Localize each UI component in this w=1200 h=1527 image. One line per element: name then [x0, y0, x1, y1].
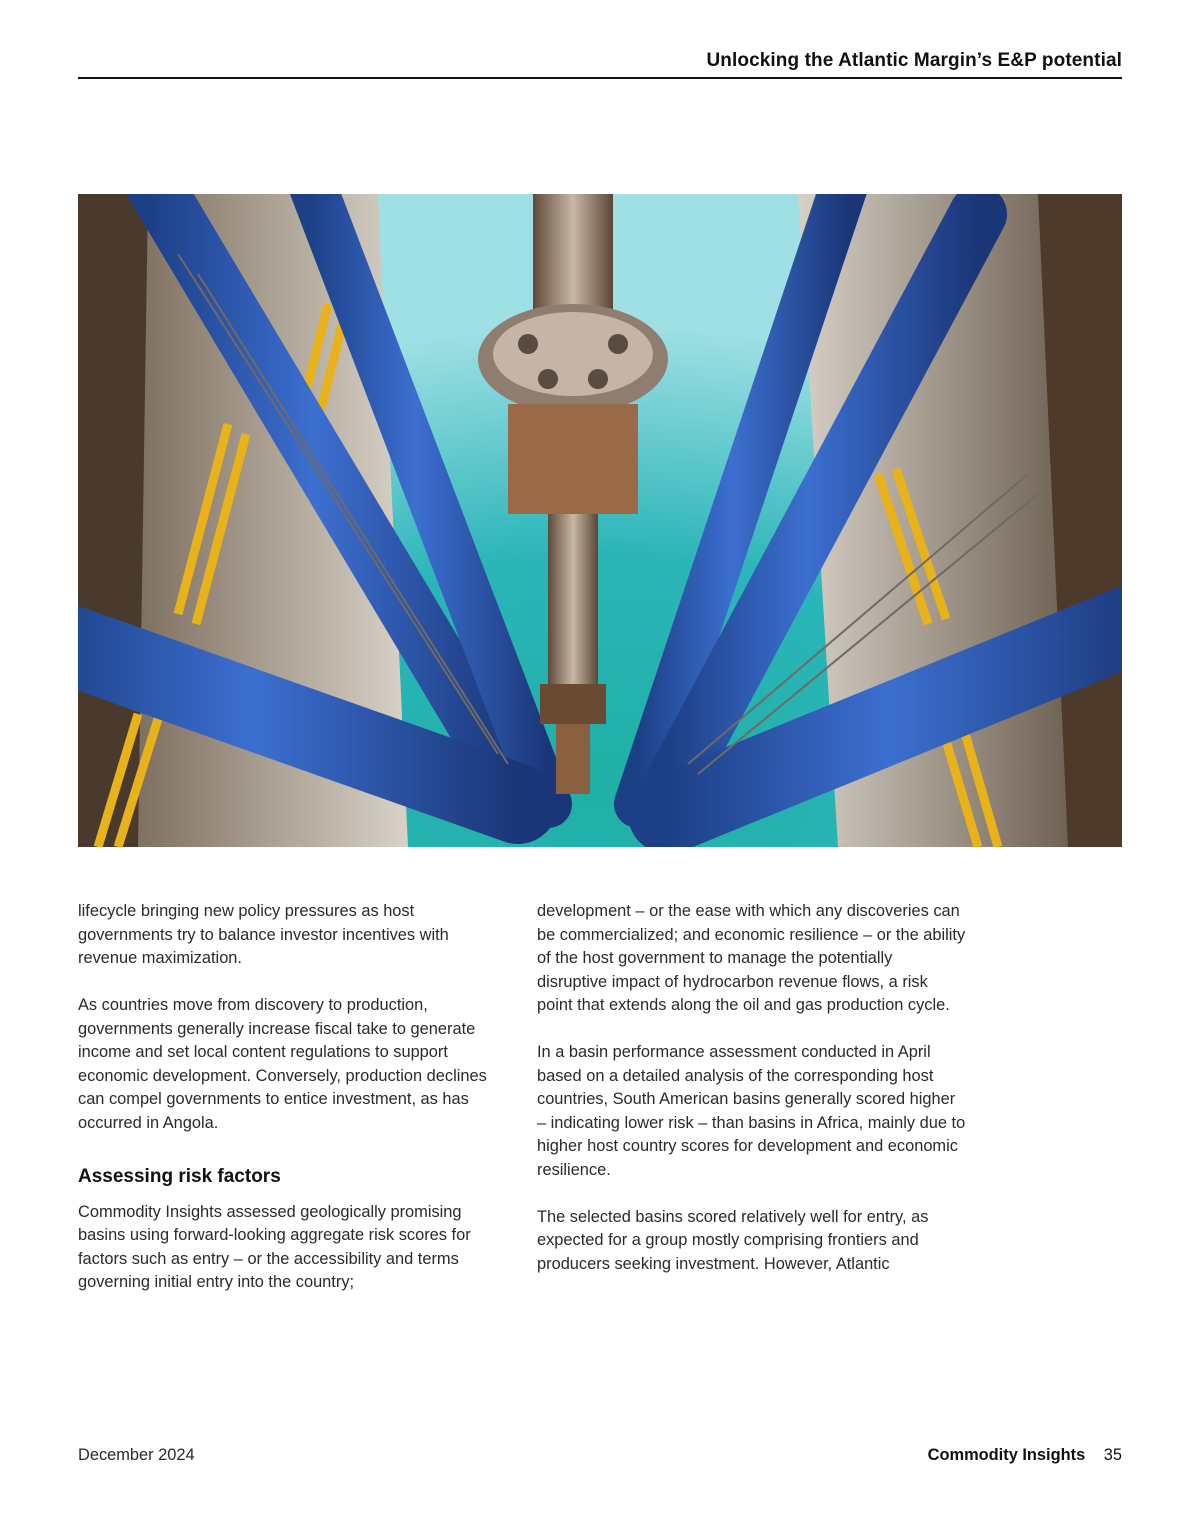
footer-date: December 2024	[78, 1446, 195, 1464]
left-column	[78, 900, 508, 1318]
right-paragraph-2: In a basin performance assessment conducted in April based on a detailed analysis of the corresponding host countries, South American basins generally scored higher – indicating lower risk – than basins in Africa, mainly due to higher host country scores for development and economic resilience.	[537, 1043, 966, 1179]
offshore-rig-photo	[78, 194, 1122, 847]
page-header	[78, 48, 1122, 79]
footer-right	[928, 1446, 1122, 1465]
footer-brand: Commodity Insights	[927, 1446, 1086, 1464]
page-number: 35	[1103, 1446, 1122, 1464]
left-paragraph-3: Commodity Insights assessed geologically promising basins using forward-looking aggregate risk scores for factors such as entry – or the accessibility and terms governing initial entry into the country;	[78, 1202, 471, 1291]
left-paragraph-1: lifecycle bringing new policy pressures as host governments try to balance investor incentives with revenue maximization.	[78, 902, 449, 967]
section-heading: Assessing risk factors	[78, 1165, 281, 1187]
left-beam	[78, 194, 148, 847]
right-column	[537, 900, 967, 1300]
right-paragraph-3: The selected basins scored relatively well for entry, as expected for a group mostly comprising frontiers and producers seeking investment. However, Atlantic	[537, 1207, 929, 1273]
left-paragraph-2: As countries move from discovery to production, governments generally increase fiscal take to generate income and set local content regulations to support economic development. Conversely, production declines can compel governments to entice investment, as has occurred in Angola.	[78, 996, 487, 1132]
right-paragraph-1: development – or the ease with which any discoveries can be commercialized; and economic resilience – or the ability of the host government to manage the potentially disruptive impact of hydrocarbon revenue flows, a risk point that extends along the oil and gas production cycle.	[537, 902, 966, 1014]
offshore-drilling-riser-photo	[78, 194, 1122, 847]
header-title: Unlocking the Atlantic Margin’s E&P potential	[706, 50, 1122, 71]
